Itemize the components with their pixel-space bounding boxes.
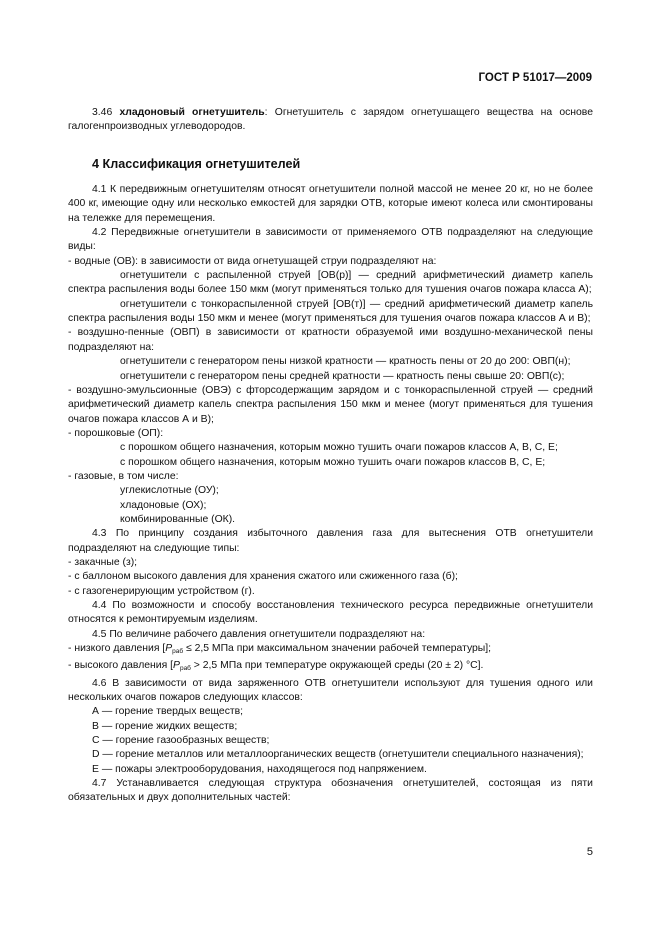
list-item: огнетушители с генератором пены низкой кратности — кратность пены от 20 до 200: ОВП(н); xyxy=(120,356,571,368)
page-number: 5 xyxy=(586,846,593,858)
paragraph-3-46: 3.46 хладоновый огнетушитель: Огнетушитель с зарядом огнетушащего вещества на основе галогенпроизводных углеводородов. xyxy=(68,107,593,133)
list-item: - воздушно-эмульсионные (ОВЭ) с фторсодержащим зарядом и с тонкораспыленной струей — средний арифметический диаметр капель спектра распыления 150 мкм и менее (могут применяться для тушения очагов пожара классов А и В); xyxy=(68,384,593,425)
list-item: - воздушно-пенные (ОВП) в зависимости от кратности образуемой ими воздушно-механической пены подразделяют на: xyxy=(68,327,593,353)
list-item: - закачные (з); xyxy=(68,556,138,568)
list-item-low-pressure: - низкого давления [$P_{раб} \le 2,5$ МПа при максимальном значении рабочей температуры]; xyxy=(68,643,492,656)
paragraph-4-3: 4.3 По принципу создания избыточного давления газа для вытеснения ОТВ огнетушители подразделяют на следующие типы: xyxy=(68,528,593,554)
list-item: С — горение газообразных веществ; xyxy=(92,735,270,747)
paragraph-4-6: 4.6 В зависимости от вида заряженного ОТВ огнетушители используют для тушения одного или нескольких очагов пожаров следующих классов: xyxy=(68,677,593,704)
paragraph-4-1: 4.1 К передвижным огнетушителям относят огнетушители полной массой не менее 20 кг, но не более 400 кг, имеющие одну или несколько емкостей для зарядки ОТВ, которые имеют колеса или смонтированы на тележке для перемещения. xyxy=(68,184,593,224)
list-item: огнетушители с генератором пены средней кратности — кратность пены свыше 20: ОВП(с); xyxy=(120,370,565,382)
paragraph-4-5: 4.5 По величине рабочего давления огнетушители подразделяют на: xyxy=(92,628,426,640)
document-code: ГОСТ Р 51017—2009 xyxy=(478,72,592,84)
list-item: Е — пожары электрооборудования, находящегося под напряжением. xyxy=(92,763,427,775)
list-item: - водные (ОВ): в зависимости от вида огнетушащей струи подразделяют на: xyxy=(68,255,437,267)
list-item: огнетушители с тонкораспыленной струей [ОВ(т)] — средний арифметический диаметр капель спектра распыления воды 150 мкм и менее (могут применяться для тушения очагов пожара классов А и В); xyxy=(68,298,593,325)
paragraph-4-7: 4.7 Устанавливается следующая структура обозначения огнетушителей, состоящая из пяти обязательных и двух дополнительных частей: xyxy=(68,778,593,804)
list-item: - газовые, в том числе: xyxy=(68,470,179,482)
list-item-high-pressure: - высокого давления [$P_{раб} > 2,5$ МПа при температуре окружающей среды (20 ± 2) °С]. xyxy=(68,660,484,673)
page-content xyxy=(68,106,593,806)
paragraph-4-4: 4.4 По возможности и способу восстановления технического ресурса передвижные огнетушители относятся к ремонтируемым изделиям. xyxy=(68,600,593,626)
list-item: огнетушители с распыленной струей [ОВ(р)] — средний арифметический диаметр капель спектра распыления воды более 150 мкм (могут применяться только для тушения очагов пожара класса А); xyxy=(68,270,593,296)
list-item: - с баллоном высокого давления для хранения сжатого или сжиженного газа (б); xyxy=(68,571,458,583)
list-item: В — горение жидких веществ; xyxy=(92,720,238,732)
list-item: углекислотные (ОУ); xyxy=(120,485,219,497)
list-item: хладоновые (ОХ); xyxy=(120,499,207,511)
section-heading: 4 Классификация огнетушителей xyxy=(92,156,301,171)
list-item: - с газогенерирующим устройством (г). xyxy=(68,585,255,597)
paragraph-4-2: 4.2 Передвижные огнетушители в зависимости от применяемого ОТВ подразделяют на следующие виды: xyxy=(68,227,593,253)
list-item: А — горение твердых веществ; xyxy=(92,706,244,718)
list-item: с порошком общего назначения, которым можно тушить очаги пожаров классов В, С, Е; xyxy=(120,456,546,468)
list-item: D — горение металлов или металлоорганических веществ (огнетушители специального назначения); xyxy=(92,749,584,761)
list-item: комбинированные (ОК). xyxy=(120,513,236,525)
list-item: - порошковые (ОП): xyxy=(68,427,164,439)
list-item: с порошком общего назначения, которым можно тушить очаги пожаров классов А, В, С, Е; xyxy=(120,442,558,454)
term: хладоновый огнетушитель xyxy=(119,107,265,118)
